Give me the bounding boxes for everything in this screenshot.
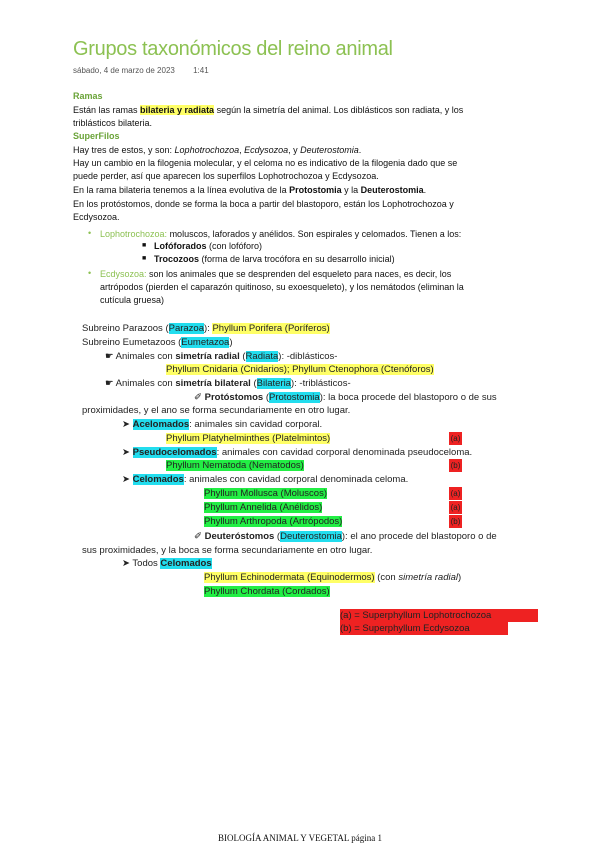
fig-highlight: Parazoa	[168, 323, 204, 334]
fig-text: Subreino Parazoos (	[82, 323, 169, 334]
superfilos-line-5: En los protóstomos, donde se forma la boca a partir del blastoporo, están los Lophotrochozoa y	[73, 199, 454, 209]
superfilos-line-1	[73, 144, 361, 157]
fig-text: ☛ Animales con	[105, 378, 176, 389]
sf-italic: Ecdysozoa	[244, 145, 289, 155]
fig-bold: simetría radial	[175, 351, 240, 362]
fig-highlight: Phyllum Annelida (Anélidos)	[204, 502, 323, 513]
square-bullet-icon: ■	[142, 255, 147, 262]
fig-highlight: Radiata	[245, 351, 279, 362]
fig-text: ): -triblásticos-	[290, 378, 351, 389]
sf-bold: Deuterostomia	[360, 185, 424, 195]
fig-eumetazoos-line	[82, 336, 233, 349]
lofoforados-text: (con lofóforo)	[206, 241, 263, 251]
fig-highlight: Phyllum Nematoda (Nematodos)	[166, 460, 304, 471]
sf-bold: Protostomia	[289, 185, 342, 195]
fig-bold: Protóstomos	[204, 392, 264, 403]
fig-highlight: Phyllum Echinodermata (Equinodermos)	[204, 572, 375, 583]
fig-text: : animales con cavidad corporal denominada pseudoceloma.	[216, 447, 473, 458]
square-bullet-icon: ■	[142, 242, 147, 249]
fig-highlight: Eumetazoa	[181, 337, 230, 348]
fig-text: ➤ Todos	[122, 558, 161, 569]
ramas-line-1	[73, 104, 463, 117]
superfilos-line-4	[73, 184, 426, 197]
fig-arthropoda-line	[204, 515, 342, 528]
fig-nematoda-line	[166, 459, 304, 472]
fig-text: ➤	[122, 419, 133, 430]
fig-highlight: Bilateria	[256, 378, 291, 389]
lophotrochozoa-label: Lophotrochozoa:	[100, 229, 168, 239]
fig-italic: simetría radial	[398, 572, 458, 583]
trocozoos-text: (forma de larva trocófora en su desarrollo inicial)	[199, 254, 395, 264]
fig-protostomos-line	[194, 391, 497, 404]
fig-highlight: Phyllum Chordata (Cordados)	[204, 586, 330, 597]
bullet-icon: •	[88, 228, 92, 238]
fig-highlight: Celomados	[160, 558, 212, 569]
fig-mark-b: (b)	[450, 517, 461, 526]
sf-text: .	[423, 185, 427, 195]
fig-legend-a: (a) = Superphyllum Lophotrochozoa	[340, 609, 538, 622]
fig-text: ✐	[194, 531, 205, 542]
fig-mark-a: (a)	[450, 434, 461, 443]
page-footer: BIOLOGÍA ANIMAL Y VEGETAL página 1	[217, 833, 382, 843]
lofoforados-item	[154, 240, 262, 253]
ecdysozoa-line-2: artrópodos (pierden el caparazón quitinoso, su exoesqueleto), y los nemátodos (eliminan la	[100, 282, 464, 292]
fig-text: ✐	[194, 392, 205, 403]
sf-text: Hay tres de estos, y son:	[73, 145, 175, 155]
fig-mark-a: (a)	[450, 489, 461, 498]
fig-highlight: Protostomia	[269, 392, 320, 403]
sf-italic: Lophotrochozoa	[174, 145, 240, 155]
trocozoos-bold: Trocozoos	[154, 254, 200, 264]
fig-celomados-line	[122, 473, 408, 486]
fig-chordata-line	[204, 585, 330, 598]
fig-text: ):	[204, 323, 213, 334]
fig-mollusca-line	[204, 487, 327, 500]
ecdysozoa-item	[100, 268, 451, 281]
fig-highlight: Deuterostomia	[280, 531, 342, 542]
fig-text: (	[263, 392, 270, 403]
fig-mark-a: (a)	[450, 503, 461, 512]
sf-text: ,	[239, 145, 245, 155]
fig-highlight: Phyllum Platyhelminthes (Platelmintos)	[166, 433, 331, 444]
fig-text: ☛ Animales con	[105, 351, 176, 362]
fig-highlight: Celomados	[132, 474, 184, 485]
ramas-text: Están las ramas	[73, 105, 141, 115]
superfilos-line-6: Ecdysozoa.	[73, 212, 120, 222]
page-title: Grupos taxonómicos del reino animal	[73, 38, 393, 60]
fig-mark-b: (b)	[450, 461, 461, 470]
fig-deuterostomos-line	[194, 530, 497, 543]
fig-text: (	[239, 351, 246, 362]
fig-acelomados-line	[122, 418, 322, 431]
fig-highlight: Phyllum Porifera (Poríferos)	[212, 323, 330, 334]
fig-highlight: Phyllum Mollusca (Moluscos)	[204, 488, 328, 499]
lofoforados-bold: Lofóforados	[154, 241, 207, 251]
lophotrochozoa-text: moluscos, laforados y anélidos. Son espirales y celomados. Tienen a los:	[167, 229, 462, 239]
fig-text: ➤	[122, 474, 133, 485]
fig-bilateria-line	[105, 377, 351, 390]
fig-annelida-line	[204, 501, 322, 514]
fig-highlight: Pseudocelomados	[132, 447, 217, 458]
fig-platyhelminthes-line	[166, 432, 330, 445]
fig-text: : animales con cavidad corporal denominada celoma.	[183, 474, 409, 485]
trocozoos-item	[154, 253, 395, 266]
ramas-line-2: triblásticos bilateria.	[73, 118, 153, 128]
fig-text: (con	[374, 572, 399, 583]
sf-text: , y	[288, 145, 301, 155]
ecdysozoa-text: son los animales que se desprenden del esqueleto para naces, es decir, los	[146, 269, 452, 279]
fig-highlight: Phyllum Arthropoda (Artrópodos)	[204, 516, 343, 527]
fig-text: )	[229, 337, 233, 348]
fig-bold: simetría bilateral	[175, 378, 251, 389]
sf-text: .	[358, 145, 362, 155]
fig-text: (	[274, 531, 281, 542]
fig-text: ): el ano procede del blastoporo o de	[341, 531, 497, 542]
fig-text: (	[250, 378, 257, 389]
fig-pseudocelomados-line	[122, 446, 472, 459]
sf-italic: Deuterostomia	[300, 145, 359, 155]
fig-text: )	[458, 572, 462, 583]
bullet-icon: •	[88, 268, 92, 278]
ramas-highlight: bilateria y radiata	[140, 105, 215, 115]
fig-cnidaria-line	[166, 363, 434, 376]
fig-echinodermata-line	[204, 571, 461, 584]
superfilos-line-3: puede perder, así que aparecen los superfilos Lophotrochozoa y Ecdysozoa.	[73, 171, 379, 181]
fig-highlight: Acelomados	[132, 419, 190, 430]
fig-protostomos-line-2: proximidades, y el ano se forma secundariamente en otro lugar.	[82, 405, 351, 416]
fig-highlight: Phyllum Cnidaria (Cnidarios); Phyllum Ctenophora (Ctenóforos)	[166, 364, 434, 375]
ecdysozoa-label: Ecdysozoa:	[100, 269, 147, 279]
date-text: sábado, 4 de marzo de 2023	[73, 66, 175, 75]
fig-bold: Deuteróstomos	[204, 531, 275, 542]
fig-deuterostomos-line-2: sus proximidades, y la boca se forma secundariamente en otro lugar.	[82, 545, 373, 556]
fig-todos-celomados-line	[122, 557, 212, 570]
fig-radiata-line	[105, 350, 337, 363]
fig-text: Subreino Eumetazoos (	[82, 337, 182, 348]
date-line	[73, 66, 225, 75]
fig-text: : animales sin cavidad corporal.	[189, 419, 323, 430]
superfilos-line-2: Hay un cambio en la filogenia molecular, y el celoma no es indicativo de la filogenia dado que se	[73, 158, 458, 168]
superfilos-heading: SuperFilos	[73, 131, 120, 141]
fig-text: ): la boca procede del blastoporo o de sus	[319, 392, 497, 403]
sf-text: y la	[341, 185, 361, 195]
fig-text: ): -diblásticos-	[278, 351, 338, 362]
ramas-heading: Ramas	[73, 91, 103, 101]
fig-legend-b: (b) = Superphyllum Ecdysozoa	[340, 622, 508, 635]
time-text: 1:41	[193, 66, 209, 75]
sf-text: En la rama bilateria tenemos a la línea evolutiva de la	[73, 185, 290, 195]
fig-parazoos-line	[82, 322, 330, 335]
ramas-text: según la simetría del animal. Los diblásticos son radiata, y los	[214, 105, 464, 115]
ecdysozoa-line-3: cutícula gruesa)	[100, 295, 165, 305]
lophotrochozoa-item	[100, 228, 461, 241]
fig-text: ➤	[122, 447, 133, 458]
